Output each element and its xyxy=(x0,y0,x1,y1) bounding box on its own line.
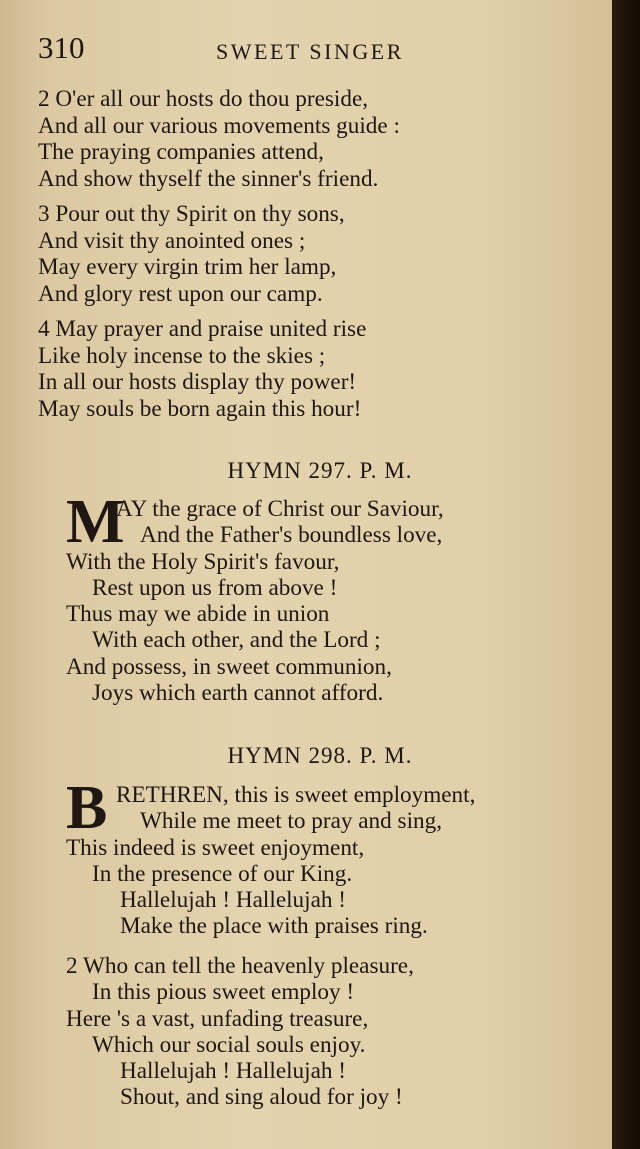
verse-line: In the presence of our King. xyxy=(92,860,353,887)
verse-line: The praying companies attend, xyxy=(38,139,324,165)
verse-line: Rest upon us from above ! xyxy=(92,574,338,601)
page-header xyxy=(38,30,598,70)
running-title: SWEET SINGER xyxy=(216,39,404,64)
verse-line: And glory rest upon our camp. xyxy=(38,280,323,307)
page-edge xyxy=(612,0,640,1149)
verse-line: With each other, and the Lord ; xyxy=(92,627,381,654)
verse-line: Hallelujah ! Hallelujah ! xyxy=(120,887,346,914)
verse-line: 3 Pour out thy Spirit on thy sons, xyxy=(38,201,345,227)
verse-line: Which our social souls enjoy. xyxy=(92,1031,366,1058)
verse-line: Hallelujah ! Hallelujah ! xyxy=(120,1058,346,1085)
page-number: 310 xyxy=(38,30,85,65)
verse-line: Joys which earth cannot afford. xyxy=(92,680,384,707)
verse-line: Thus may we abide in union xyxy=(66,601,330,628)
verse-line: May every virgin trim her lamp, xyxy=(38,254,337,280)
verse-line: 2 O'er all our hosts do thou preside, xyxy=(38,86,369,112)
verse-line: RETHREN, this is sweet employment, xyxy=(116,782,476,808)
verse-line: AY the grace of Christ our Saviour, xyxy=(116,496,444,522)
hymn-298-stanza-1 xyxy=(66,774,606,940)
hymn-298-stanza-2 xyxy=(66,953,606,1111)
stanza-2 xyxy=(38,86,598,192)
verse-line: 2 Who can tell the heavenly pleasure, xyxy=(66,953,414,979)
verse-line: Like holy incense to the skies ; xyxy=(38,342,326,369)
verse-line: Shout, and sing aloud for joy ! xyxy=(120,1084,403,1111)
hymn-298-heading: HYMN 298. P. M. xyxy=(227,743,413,768)
stanza-3 xyxy=(38,201,598,307)
verse-line: In this pious sweet employ ! xyxy=(92,979,355,1006)
verse-line: And possess, in sweet communion, xyxy=(66,653,392,680)
verse-line: And all our various movements guide : xyxy=(38,112,400,139)
drop-cap-m: M xyxy=(66,488,125,556)
verse-line: And the Father's boundless love, xyxy=(140,522,443,549)
stanza-4 xyxy=(38,316,598,422)
verse-line: In all our hosts display thy power! xyxy=(38,369,357,395)
verse-line: 4 May prayer and praise united rise xyxy=(38,316,367,342)
drop-cap-b: B xyxy=(66,774,108,842)
verse-line: Make the place with praises ring. xyxy=(120,913,428,940)
verse-line: And visit thy anointed ones ; xyxy=(38,227,306,254)
hymn-297-heading: HYMN 297. P. M. xyxy=(227,458,413,483)
verse-line: With the Holy Spirit's favour, xyxy=(66,548,340,575)
verse-line: While me meet to pray and sing, xyxy=(140,808,442,835)
hymn-297-text xyxy=(66,488,606,707)
verse-line: And show thyself the sinner's friend. xyxy=(38,165,379,192)
verse-line: This indeed is sweet enjoyment, xyxy=(66,834,365,861)
verse-line: May souls be born again this hour! xyxy=(38,395,362,422)
verse-line: Here 's a vast, unfading treasure, xyxy=(66,1005,369,1032)
